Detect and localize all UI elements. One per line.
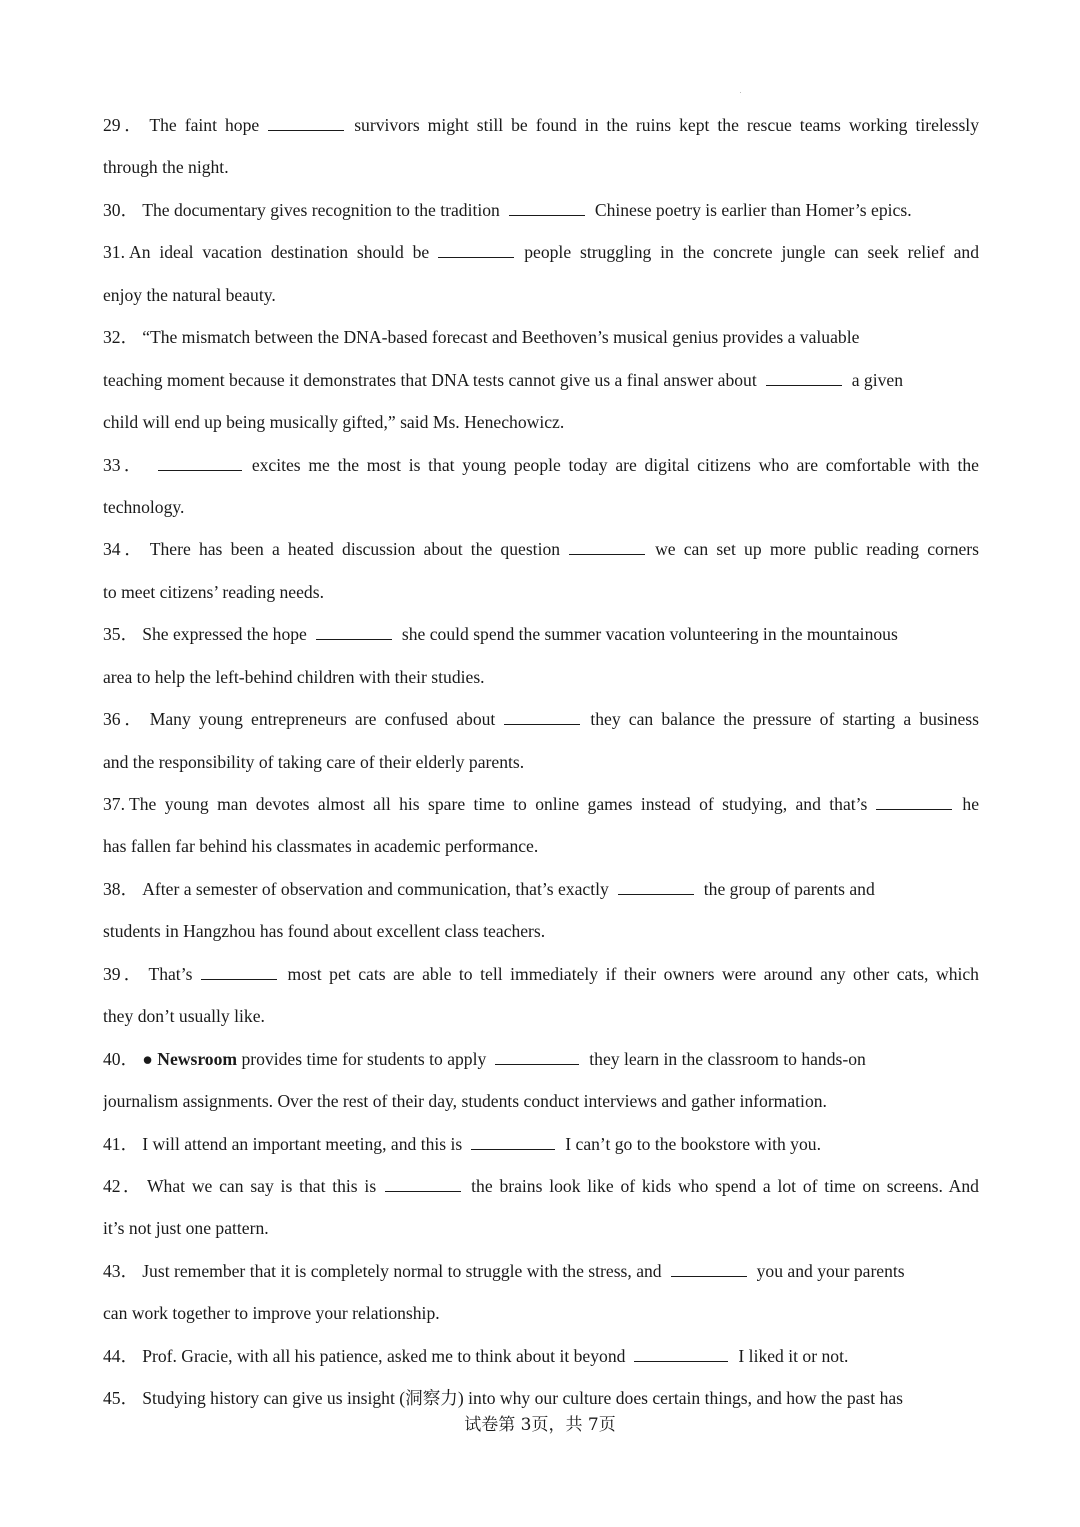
answer-blank-40[interactable] xyxy=(495,1050,579,1065)
question-number: 36． xyxy=(103,709,146,730)
newsroom-label: Newsroom xyxy=(157,1048,238,1069)
question-29-cont xyxy=(103,146,979,188)
answer-blank-42[interactable] xyxy=(385,1177,461,1192)
answer-blank-29[interactable] xyxy=(268,116,344,131)
question-text: the brains look like of kids who spend a lot of time on screens. And xyxy=(471,1175,979,1196)
question-text: Chinese poetry is earlier than Homer’s epics. xyxy=(594,199,912,220)
question-42 xyxy=(103,1165,979,1207)
question-40 xyxy=(103,1038,979,1080)
question-40-cont xyxy=(103,1080,979,1122)
question-38-cont xyxy=(103,910,979,952)
question-text: The documentary gives recognition to the tradition xyxy=(142,199,500,220)
question-44 xyxy=(103,1335,979,1377)
question-text: he xyxy=(962,794,979,814)
question-42-cont xyxy=(103,1207,979,1249)
answer-blank-32[interactable] xyxy=(766,371,842,386)
question-text: students in Hangzhou has found about excellent class teachers. xyxy=(103,921,546,942)
question-number: 35． xyxy=(103,624,139,645)
question-number: 33． xyxy=(103,454,145,475)
question-text: journalism assignments. Over the rest of their day, students conduct interviews and gather information. xyxy=(103,1091,827,1112)
question-32-cont xyxy=(103,401,979,443)
question-text: The faint hope xyxy=(149,115,260,135)
question-text: She expressed the hope xyxy=(142,624,307,645)
question-37-cont xyxy=(103,825,979,867)
answer-blank-37[interactable] xyxy=(876,795,952,810)
question-text: I will attend an important meeting, and this is xyxy=(142,1133,463,1154)
question-text: technology. xyxy=(103,496,185,517)
question-35-cont xyxy=(103,656,979,698)
question-41 xyxy=(103,1123,979,1165)
question-text: has fallen far behind his classmates in academic performance. xyxy=(103,836,539,857)
question-37 xyxy=(103,783,979,825)
question-text: Just remember that it is completely normal to struggle with the stress, and xyxy=(142,1260,662,1281)
question-text: people struggling in the concrete jungle can seek relief and xyxy=(524,242,979,263)
question-text: area to help the left-behind children with their studies. xyxy=(103,666,485,687)
question-38 xyxy=(103,868,979,910)
question-text: to meet citizens’ reading needs. xyxy=(103,581,324,602)
question-text: enjoy the natural beauty. xyxy=(103,284,276,305)
question-text: can work together to improve your relationship. xyxy=(103,1303,440,1324)
question-43-cont xyxy=(103,1292,979,1334)
question-number: 44． xyxy=(103,1345,139,1366)
question-text: Studying history can give us insight (洞察力) into why our culture does certain things, and how the past has xyxy=(142,1388,904,1409)
question-30 xyxy=(103,189,979,231)
question-36-cont xyxy=(103,741,979,783)
question-33-cont xyxy=(103,486,979,528)
question-text: they don’t usually like. xyxy=(103,1006,265,1027)
question-29 xyxy=(103,104,979,146)
question-33 xyxy=(103,444,979,486)
question-text: That’s xyxy=(148,963,193,984)
question-43 xyxy=(103,1250,979,1292)
question-number: 40． xyxy=(103,1048,139,1069)
question-text: we can set up more public reading corners xyxy=(655,539,979,560)
question-text: child will end up being musically gifted,” said Ms. Henechowicz. xyxy=(103,412,565,433)
answer-blank-33[interactable] xyxy=(158,456,242,471)
question-number: 32． xyxy=(103,327,139,348)
question-text: they learn in the classroom to hands-on xyxy=(589,1048,866,1069)
question-32 xyxy=(103,316,979,358)
question-text: An ideal vacation destination should be xyxy=(129,242,430,263)
answer-blank-36[interactable] xyxy=(504,710,580,725)
question-31 xyxy=(103,231,979,273)
question-text: teaching moment because it demonstrates that DNA tests cannot give us a final answer about xyxy=(103,369,757,390)
answer-blank-30[interactable] xyxy=(509,201,585,216)
question-number: 29． xyxy=(103,115,146,135)
answer-blank-34[interactable] xyxy=(569,540,645,555)
question-31-cont xyxy=(103,274,979,316)
question-text: through the night. xyxy=(103,157,229,178)
question-number: 41． xyxy=(103,1133,139,1154)
question-text: “The mismatch between the DNA-based forecast and Beethoven’s musical genius provides a valuable xyxy=(142,327,860,348)
question-text: the group of parents and xyxy=(703,878,875,899)
question-35 xyxy=(103,613,979,655)
question-text: Prof. Gracie, with all his patience, asked me to think about it beyond xyxy=(142,1345,626,1366)
question-number: 34． xyxy=(103,539,146,560)
question-36 xyxy=(103,698,979,740)
question-text: a given xyxy=(851,369,904,390)
question-text: provides time for students to apply xyxy=(241,1048,487,1069)
question-number: 43． xyxy=(103,1260,139,1281)
answer-blank-31[interactable] xyxy=(438,243,514,258)
answer-blank-39[interactable] xyxy=(201,965,277,980)
question-text: I liked it or not. xyxy=(738,1345,849,1366)
answer-blank-44[interactable] xyxy=(634,1347,728,1362)
question-text: it’s not just one pattern. xyxy=(103,1218,269,1239)
question-number: 37. xyxy=(103,794,125,814)
question-text: survivors might still be found in the ruins kept the rescue teams working tirelessly xyxy=(354,115,979,135)
page-footer: 试卷第 3页，共 7页 xyxy=(464,1415,616,1435)
page-mark xyxy=(740,92,741,93)
question-number: 30． xyxy=(103,199,139,220)
question-text: Many young entrepreneurs are confused about xyxy=(149,709,496,730)
question-text: After a semester of observation and communication, that’s exactly xyxy=(142,878,609,899)
question-text: I can’t go to the bookstore with you. xyxy=(565,1133,821,1154)
question-text: The young man devotes almost all his spare time to online games instead of studying, and that’s xyxy=(129,794,868,814)
question-text: she could spend the summer vacation volunteering in the mountainous xyxy=(401,624,898,645)
question-text: they can balance the pressure of starting a business xyxy=(590,709,979,730)
question-39-cont xyxy=(103,995,979,1037)
answer-blank-38[interactable] xyxy=(618,880,694,895)
question-text: What we can say is that this is xyxy=(146,1175,377,1196)
question-number: 45． xyxy=(103,1388,139,1409)
answer-blank-43[interactable] xyxy=(671,1262,747,1277)
answer-blank-41[interactable] xyxy=(471,1135,555,1150)
question-text: you and your parents xyxy=(756,1260,905,1281)
question-text: most pet cats are able to tell immediately if their owners were around any other cats, which xyxy=(287,963,979,984)
question-32-line2 xyxy=(103,359,979,401)
question-number: 31. xyxy=(103,242,125,263)
answer-blank-35[interactable] xyxy=(316,625,392,640)
question-39 xyxy=(103,953,979,995)
question-34 xyxy=(103,528,979,570)
question-list xyxy=(103,104,979,1420)
question-number: 39． xyxy=(103,963,145,984)
question-number: 42． xyxy=(103,1175,143,1196)
question-number: 38． xyxy=(103,878,139,899)
question-text: excites me the most is that young people today are digital citizens who are comfortable with the xyxy=(251,454,979,475)
question-text: and the responsibility of taking care of their elderly parents. xyxy=(103,751,525,772)
bullet-icon: ● xyxy=(142,1048,153,1069)
question-34-cont xyxy=(103,571,979,613)
question-text: There has been a heated discussion about the question xyxy=(149,539,561,560)
